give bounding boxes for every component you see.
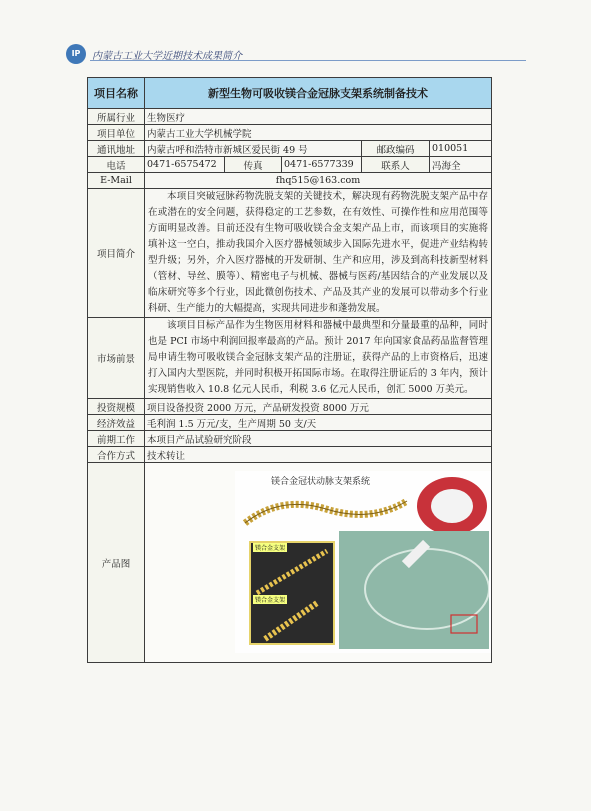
project-name-value: 新型生物可吸收镁合金冠脉支架系统制备技术 — [145, 78, 492, 109]
product-label: 产品图 — [88, 463, 145, 663]
stent-in-dish-photo — [417, 477, 487, 535]
fax-label: 传真 — [225, 157, 282, 173]
title-row — [88, 78, 492, 109]
benefit-value: 毛利润 1.5 万元/支，生产周期 50 支/天 — [145, 415, 492, 431]
product-figure-cell — [145, 463, 492, 663]
phone-label: 电话 — [88, 157, 145, 173]
header-title: 内蒙古工业大学近期技术成果简介 — [92, 51, 242, 62]
intro-text: 本项目突破冠脉药物洗脱支架的关键技术，解决现有药物洗脱支架产品中存在或潜在的安全问题，获得稳定的工艺参数，在有效性、可操作性和应用范围等方面明显改善。目前还没有生物可吸收镁合金支架产品上市，而该项目的实施将填补这一空白，推动我国介入医疗器械领域步入国际先进水平，促进产业结构转型升级；另外，介入医疗器械的开发研制、生产和应用，涉及到高科技新型材料（管材、导丝、膜等）、精密电子与机械、器械与医药/基因结合的产业发展以及临床研究等多个行业，因此微创伤技术、产品及其产业的发展可以带动多个行业科研、生产能力的大幅提高，实现共同进步和蓬勃发展。 — [148, 191, 488, 314]
intro-row — [88, 189, 492, 318]
dish-inner — [431, 489, 473, 523]
postcode-label: 邮政编码 — [362, 141, 430, 157]
market-text: 该项目目标产品作为生物医用材料和器械中最典型和分量最重的品种，同时也是 PCI 市场中利润回报率最高的产品。预计 2017 年向国家食品药品监督管理局申请生物可吸收镁合金冠脉支架产品的注册证，获得产品的上市资格后，迅速打入国内大型医院，并同时积极开拓国际市场。在取得注册证后的 3 年内，预计实现销售收入 10.8 亿元人民币，利税 3.6 亿元人民币，创汇 5000 万美元。 — [148, 320, 488, 395]
cooperation-label: 合作方式 — [88, 447, 145, 463]
investment-row — [88, 399, 492, 415]
email-label: E-Mail — [88, 173, 145, 189]
investment-label: 投资规模 — [88, 399, 145, 415]
fax-value: 0471-6577339 — [282, 157, 362, 173]
product-figure — [235, 471, 492, 653]
stent-closeup-graphic — [251, 543, 333, 643]
stent-tag-1: 镁合金支架 — [255, 545, 286, 552]
stent-tag-2: 镁合金支架 — [255, 597, 286, 604]
prework-row — [88, 431, 492, 447]
email-row — [88, 173, 492, 189]
unit-value: 内蒙古工业大学机械学院 — [145, 125, 492, 141]
address-row — [88, 141, 492, 157]
delivery-system-photo — [339, 531, 489, 649]
page-header — [66, 44, 526, 66]
cooperation-value: 技术转让 — [145, 447, 492, 463]
industry-label: 所属行业 — [88, 109, 145, 125]
industry-value: 生物医疗 — [145, 109, 492, 125]
header-rule — [90, 60, 526, 61]
market-cell — [145, 318, 492, 399]
email-value: fhq515@163.com — [145, 173, 492, 189]
intro-cell — [145, 189, 492, 318]
university-logo: IP — [66, 44, 86, 64]
market-label: 市场前景 — [88, 318, 145, 399]
intro-label: 项目简介 — [88, 189, 145, 318]
unit-label: 项目单位 — [88, 125, 145, 141]
market-row — [88, 318, 492, 399]
stent-mesh-illustration — [241, 493, 411, 533]
investment-value: 项目设备投资 2000 万元，产品研发投资 8000 万元 — [145, 399, 492, 415]
figure-title: 镁合金冠状动脉支架系统 — [271, 477, 371, 487]
phone-row — [88, 157, 492, 173]
benefit-label: 经济效益 — [88, 415, 145, 431]
unit-row — [88, 125, 492, 141]
product-row — [88, 463, 492, 663]
delivery-system-graphic — [339, 531, 489, 649]
contact-label: 联系人 — [362, 157, 430, 173]
project-sheet — [87, 77, 492, 663]
cooperation-row — [88, 447, 492, 463]
prework-label: 前期工作 — [88, 431, 145, 447]
postcode-value: 010051 — [430, 141, 492, 157]
industry-row — [88, 109, 492, 125]
stent-closeup-photo — [249, 541, 335, 645]
address-value: 内蒙古呼和浩特市新城区爱民街 49 号 — [145, 141, 362, 157]
project-name-label: 项目名称 — [88, 78, 145, 109]
contact-value: 冯海全 — [430, 157, 492, 173]
phone-value: 0471-6575472 — [145, 157, 225, 173]
benefit-row — [88, 415, 492, 431]
address-label: 通讯地址 — [88, 141, 145, 157]
prework-value: 本项目产品试验研究阶段 — [145, 431, 492, 447]
